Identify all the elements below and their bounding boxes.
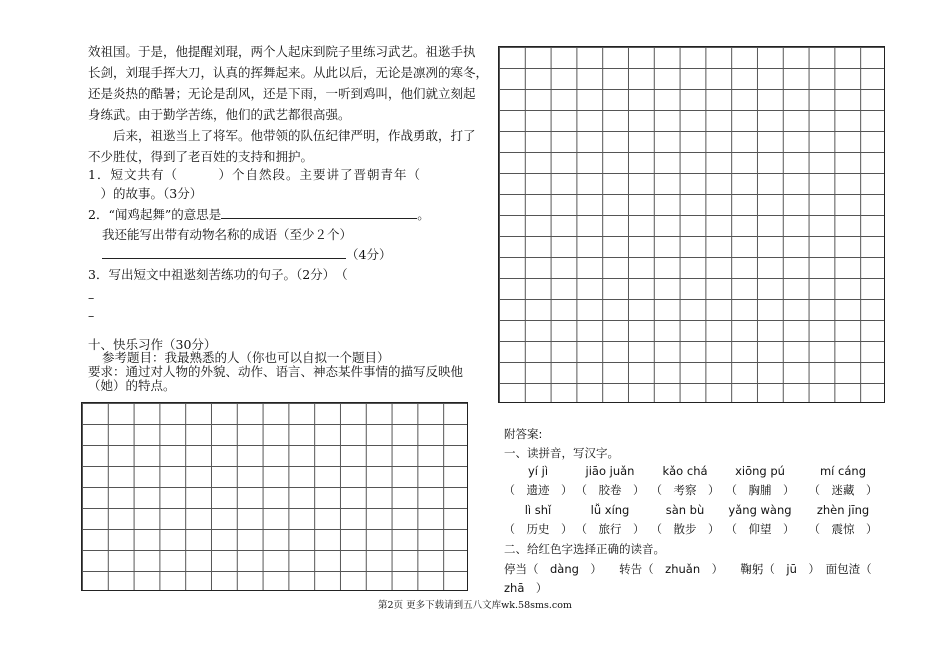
passage-line: 还是炎热的酷暑；无论是刮风，还是下雨，一听到鸡叫，他们就立刻起 <box>88 86 476 101</box>
question-3: 3．写出短文中祖逖刻苦练功的句子。（2分） （ <box>88 267 348 282</box>
pinyin: lì shǐ <box>524 503 552 517</box>
hanzi-answer: （ 旅行 ） <box>575 522 645 536</box>
pinyin: jiāo juǎn <box>585 464 635 478</box>
writing-grid-left[interactable] <box>81 402 468 591</box>
answers-section-1: 一、读拼音，写汉字。 <box>504 446 619 460</box>
question-2-prefix: 2．“闻鸡起舞”的意思是 <box>88 207 222 222</box>
question-2-suffix: 。 <box>417 207 430 222</box>
pinyin-pair <box>798 464 888 498</box>
answers-title: 附答案: <box>504 427 543 441</box>
hanzi-answer: （ 遗迹 ） <box>503 483 573 497</box>
composition-topic: 参考题目：我最熟悉的人（你也可以自拟一个题目） <box>102 350 390 365</box>
pinyin: mí cáng <box>819 464 866 478</box>
hanzi-answer: （ 历史 ） <box>503 522 573 536</box>
passage-line: 后来，祖逖当上了将军。他带领的队伍纪律严明，作战勇敢，打了 <box>88 128 476 143</box>
pinyin-pair <box>798 503 888 537</box>
hanzi-answer: （ 震惊 ） <box>808 522 878 536</box>
reading-answers: 停当（ dàng ） 转告（ zhuǎn ） 鞠躬（ jū ） 面包渣（ <box>504 562 872 576</box>
composition-heading: 十、快乐习作（30分） <box>88 337 217 352</box>
question-2 <box>88 204 430 225</box>
reading-answers-cont: zhā ） <box>504 581 548 595</box>
question-1-line-a: 1．短文共有（ ）个自然段。主要讲了晋朝青年（ <box>88 167 421 182</box>
hanzi-answer: （ 胸脯 ） <box>725 483 795 497</box>
hanzi-answer: （ 散步 ） <box>650 522 720 536</box>
question-2-sub: 我还能写出带有动物名称的成语（至少２个） <box>102 227 353 242</box>
answer-blank[interactable] <box>221 218 417 219</box>
pinyin: xiōng pú <box>735 464 785 478</box>
answers-section-2: 二、给红色字选择正确的读音。 <box>504 542 665 556</box>
hanzi-answer: （ 考察 ） <box>650 483 720 497</box>
passage-line: 长剑，刘琨手挥大刀，认真的挥舞起来。从此以后，无论是凛冽的寒冬， <box>88 65 489 80</box>
page-footer: 第2页 更多下载请到五八文库wk.58sms.com <box>378 600 572 611</box>
question-2-sub-answer <box>102 244 391 265</box>
pinyin: yí jì <box>527 464 549 478</box>
composition-requirement-cont: （她）的特点。 <box>88 378 176 393</box>
passage <box>88 41 488 167</box>
question-1-line-b: ）的故事。（3分） <box>88 186 203 201</box>
pinyin: zhèn jīng <box>816 503 870 517</box>
passage-line: 不少胜仗，得到了老百姓的支持和拥护。 <box>88 149 314 164</box>
pinyin: yǎng wàng <box>728 503 792 517</box>
answer-dash: – <box>88 308 95 323</box>
passage-line: 身练武。由于勤学苦练，他们的武艺都很高强。 <box>88 107 351 122</box>
question-2-sub-score: （4分） <box>346 247 392 262</box>
answer-blank[interactable] <box>102 258 346 259</box>
passage-line: 效祖国。于是，他提醒刘琨，两个人起床到院子里练习武艺。祖逖手执 <box>88 44 476 59</box>
pinyin-pair <box>715 503 805 537</box>
pinyin: sàn bù <box>665 503 705 517</box>
answer-dash: – <box>88 290 95 305</box>
composition-requirement: 要求：通过对人物的外貌、动作、语言、神态某件事情的描写反映他 <box>88 364 464 379</box>
hanzi-answer: （ 迷藏 ） <box>808 483 878 497</box>
hanzi-answer: （ 仰望 ） <box>725 522 795 536</box>
pinyin: lǚ xíng <box>590 503 630 517</box>
writing-grid-right[interactable] <box>498 46 885 403</box>
hanzi-answer: （ 胶卷 ） <box>575 483 645 497</box>
pinyin: kǎo chá <box>662 464 708 478</box>
pinyin-pair <box>715 464 805 498</box>
